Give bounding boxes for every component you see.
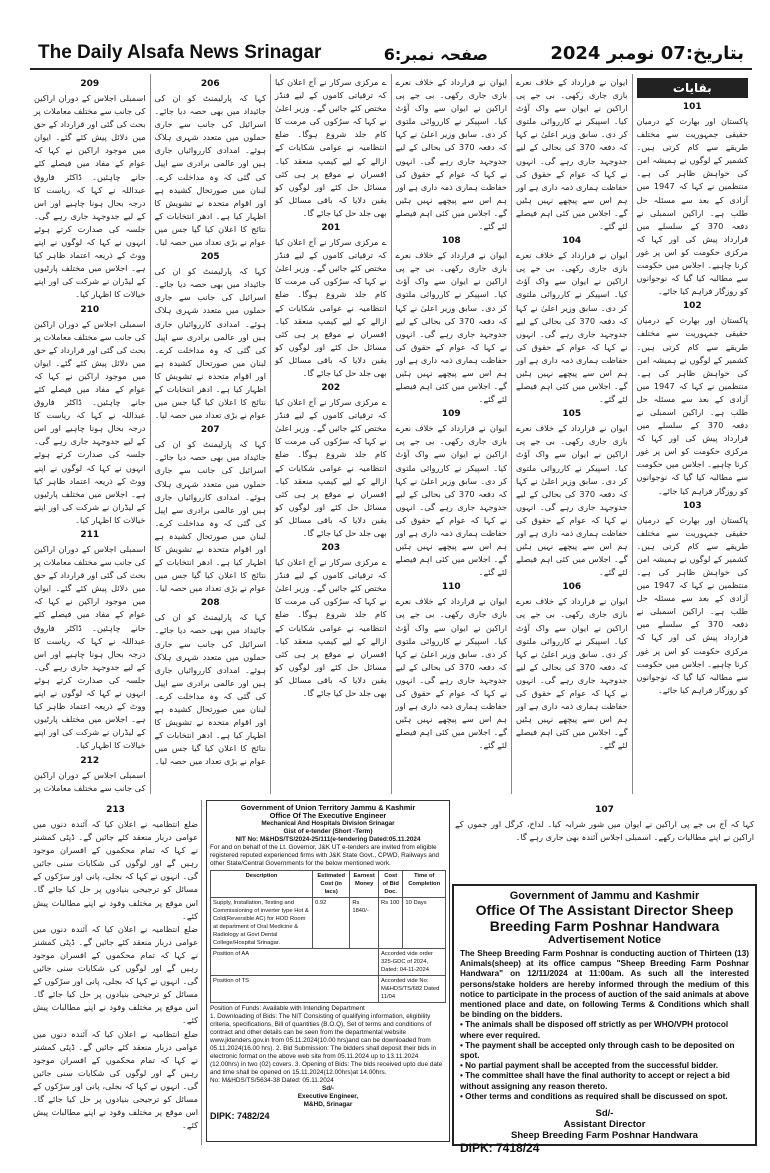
article-text: ایوان نے قرارداد کے خلاف نعرے بازی جاری رکھی۔ بی جے پی اراکین نے ایوان سے واک آؤٹ کیا۔ اسپیکر نے کارروائی ملتوی کر دی۔ سابق وزیر اعلیٰ نے کہا کہ دفعہ 370 کی بحالی کے لیے جدوجہد جاری رہے گی۔ انہوں نے کہا کہ عوام کے حقوق کی حفاظت ہماری ذمہ داری ہے اور ہم اس سے پیچھے نہیں ہٹیں گے۔ اجلاس میں کئی اہم فیصلے لئے گئے۔ [516, 596, 628, 751]
section-number: 103 [682, 500, 702, 511]
table-cell: 0.92 [313, 898, 350, 949]
table-cell: Position of AA [211, 949, 379, 976]
tender-division: Mechanical And Hospitals Division Srinagar [261, 820, 395, 827]
table-header: Estimated Cost (in lacs) [313, 871, 350, 898]
table-cell: Accorded vide order 325-GDC of 2024, Dated: 04-11-2024 [379, 949, 446, 976]
section-number: 107 [595, 805, 614, 815]
article-text: ضلع انتظامیہ نے اعلان کیا کہ آئندہ دنوں میں عوامی دربار منعقد کئے جائیں گے۔ ڈپٹی کمشنر نے کہا کہ تمام محکموں کے افسران موجود رہیں گے اور لوگوں کی شکایات سنی جائیں گی۔ انہوں نے کہا کہ بجلی، پانی اور سڑکوں کے مسائل کو ترجیحی بنیادوں پر حل کیا جائے گا۔ اس موقع پر مختلف وفود نے اپنے مطالبات پیش کئے۔ [33, 1028, 198, 1131]
article-text: ایوان نے قرارداد کے خلاف نعرے بازی جاری رکھی۔ بی جے پی اراکین نے ایوان سے واک آؤٹ کیا۔ اسپیکر نے کارروائی ملتوی کر دی۔ سابق وزیر اعلیٰ نے کہا کہ دفعہ 370 کی بحالی کے لیے جدوجہد جاری رہے گی۔ انہوں نے کہا کہ عوام کے حقوق کی حفاظت ہماری ذمہ داری ہے اور ہم اس سے پیچھے نہیں ہٹیں گے۔ اجلاس میں کئی اہم فیصلے لئے گئے۔ [516, 250, 628, 405]
section-number: 102 [682, 301, 702, 312]
section-number: 211 [80, 530, 100, 540]
tender-dipk: DIPK: 7482/24 [210, 1111, 270, 1121]
table-cell: Position of TS [211, 976, 379, 1003]
table-cell: Rs 1840/- [350, 898, 379, 949]
table-cell: 10 Days [403, 898, 446, 949]
table-header: Cost of Bid Doc. [379, 871, 403, 898]
ad-designation: Assistant Director [563, 1119, 646, 1131]
article-text: کہا کہ پارلیمنٹ کو ان کی جائیداد میں بھی حصہ دیا جائے۔ اسرائیل کی جانب سے جاری حملوں میں متعدد شہری ہلاک ہوئے۔ امدادی کارروائیاں جاری ہیں اور عالمی برادری سے اپیل کی گئی کہ وہ مداخلت کرے۔ لبنان میں صورتحال کشیدہ ہے اور اقوام متحدہ نے تشویش کا اظہار کیا ہے۔ ادھر انتخابات کے نتائج کا اعلان کیا گیا جس میں عوام نے بڑی تعداد میں حصہ لیا۔ [154, 93, 266, 248]
table-row [211, 976, 446, 1003]
tender-table [210, 870, 446, 1003]
article-text: اسمبلی اجلاس کے دوران اراکین کی جانب سے مختلف معاملات پر بحث کی گئی اور قرارداد کے حق میں دلائل پیش کئے گئے۔ ایوان میں موجود اراکین نے کہا کہ عوام کے مفاد میں فیصلے کئے جانے چاہئیں۔ ڈاکٹر فاروق عبداللہ نے کہا کہ ریاست کا درجہ بحال ہونا چاہیے اور اس کے لیے جدوجہد جاری رہے گی۔ جلسہ کی صدارت کرتے ہوئے انہوں نے کہا کہ لوگوں نے اپنے ووٹ کے ذریعہ اعتماد ظاہر کیا ہے۔ اجلاس میں مختلف پارٹیوں کے لیڈران نے شرکت کی اور اپنے خیالات کا اظہار کیا۔ [34, 544, 146, 751]
ad-body: The Sheep Breeding Farm Poshnar is conducting auction of Thirteen (13) Animals(sheep) at its office campus "Sheep Breeding Farm Poshnar Handwara" on 12/11/2024 at 11:00am. As such all the interested persons/stake holders are hereby informed through the medium of this notice to participate in the process of auction of the said animals at above mentioned place and date, on following Terms & Conditions which shall be binding on the bidders. [460, 949, 749, 1020]
tender-govt: Government of Union Territory Jammu & Kashmir [240, 803, 416, 812]
section-number: 207 [200, 425, 220, 436]
section-number: 104 [562, 236, 582, 247]
ad-terms [460, 1020, 749, 1102]
table-header-row [211, 871, 446, 898]
article-text: کہا کہ پارلیمنٹ کو ان کی جائیداد میں بھی حصہ دیا جائے۔ اسرائیل کی جانب سے جاری حملوں میں متعدد شہری ہلاک ہوئے۔ امدادی کارروائیاں جاری ہیں اور عالمی برادری سے اپیل کی گئی کہ وہ مداخلت کرے۔ لبنان میں صورتحال کشیدہ ہے اور اقوام متحدہ نے تشویش کا اظہار کیا ہے۔ ادھر انتخابات کے نتائج کا اعلان کیا گیا جس میں عوام نے بڑی تعداد میں حصہ لیا۔ [154, 266, 266, 421]
tender-division-sign: M&HD, Srinagar [303, 1101, 353, 1108]
article-text: ایوان نے قرارداد کے خلاف نعرے بازی جاری رکھی۔ بی جے پی اراکین نے ایوان سے واک آؤٹ کیا۔ اسپیکر نے کارروائی ملتوی کر دی۔ سابق وزیر اعلیٰ نے کہا کہ دفعہ 370 کی بحالی کے لیے جدوجہد جاری رہے گی۔ انہوں نے کہا کہ عوام کے حقوق کی حفاظت ہماری ذمہ داری ہے اور ہم اس سے پیچھے نہیں ہٹیں گے۔ اجلاس میں کئی اہم فیصلے لئے گئے۔ [516, 423, 628, 578]
article-text: کہا کہ پارلیمنٹ کو ان کی جائیداد میں بھی حصہ دیا جائے۔ اسرائیل کی جانب سے جاری حملوں میں متعدد شہری ہلاک ہوئے۔ امدادی کارروائیاں جاری ہیں اور عالمی برادری سے اپیل کی گئی کہ وہ مداخلت کرے۔ لبنان میں صورتحال کشیدہ ہے اور اقوام متحدہ نے تشویش کا اظہار کیا ہے۔ ادھر انتخابات کے نتائج کا اعلان کیا گیا جس میں عوام نے بڑی تعداد میں حصہ لیا۔ [154, 439, 266, 594]
article-column [511, 74, 632, 794]
article-text: پاکستان اور بھارت کے درمیان حقیقی جمہوریت سے مختلف طریقے سے کام کرتی ہیں۔ کشمیر کے لوگوں نے ہمیشہ امن کی خواہش ظاہر کی ہے۔ منتظمین نے کہا کہ 1947 میں آزادی کے بعد سے مسئلہ حل طلب ہے۔ اراکین اسمبلی نے دفعہ 370 کے سلسلے میں قرارداد پیش کی اور کہا کہ مرکزی حکومت کو اس پر غور کرنا چاہیے۔ اجلاس میں حکومت سے مطالبہ کیا گیا کہ نوجوانوں کو روزگار فراہم کیا جائے۔ [636, 514, 748, 695]
table-row [211, 898, 446, 949]
section-number: 208 [200, 598, 220, 609]
advertisement-notice [452, 884, 757, 1156]
article-text: ے مرکزی سرکار نے آج اعلان کیا کہ ترقیاتی کاموں کے لیے فنڈز مختص کئے جائیں گے۔ وزیر اعلیٰ نے کہا کہ سڑکوں کی مرمت کا کام جلد شروع ہوگا۔ ضلع انتظامیہ نے عوامی شکایات کے ازالے کے لیے کیمپ منعقد کیا۔ افسران نے موقع پر ہی کئی مسائل حل کئے اور لوگوں کو یقین دلایا کہ باقی مسائل کو بھی جلد حل کیا جائے گا۔ [275, 237, 387, 378]
table-header: Time of Completion [403, 871, 446, 898]
section-number: 105 [562, 409, 582, 420]
article-text: اسمبلی اجلاس کے دوران اراکین کی جانب سے مختلف معاملات پر [34, 769, 146, 793]
ad-sd: Sd/- [595, 1108, 614, 1120]
section-number: 212 [80, 755, 100, 766]
article-column [150, 74, 271, 794]
section-banner: بقایات [637, 78, 749, 98]
article-text: ایوان نے قرارداد کے خلاف نعرے بازی جاری رکھی۔ بی جے پی اراکین نے ایوان سے واک آؤٹ کیا۔ اسپیکر نے کارروائی ملتوی کر دی۔ سابق وزیر اعلیٰ نے کہا کہ دفعہ 370 کی بحالی کے لیے جدوجہد جاری رہے گی۔ انہوں نے کہا کہ عوام کے حقوق کی حفاظت ہماری ذمہ داری ہے اور ہم اس سے پیچھے نہیں ہٹیں گے۔ اجلاس میں کئی اہم فیصلے لئے گئے۔ [395, 423, 507, 578]
article-text: ایوان نے قرارداد کے خلاف نعرے بازی جاری رکھی۔ بی جے پی اراکین نے ایوان سے واک آؤٹ کیا۔ اسپیکر نے کارروائی ملتوی کر دی۔ سابق وزیر اعلیٰ نے کہا کہ دفعہ 370 کی بحالی کے لیے جدوجہد جاری رہے گی۔ انہوں نے کہا کہ عوام کے حقوق کی حفاظت ہماری ذمہ داری ہے اور ہم اس سے پیچھے نہیں ہٹیں گے۔ اجلاس میں کئی اہم فیصلے لئے گئے۔ [395, 596, 507, 751]
section-number: 209 [80, 79, 100, 89]
list-item: • Other terms and conditions as required shall be discussed on spot. [460, 1091, 728, 1101]
article-text: اسمبلی اجلاس کے دوران اراکین کی جانب سے مختلف معاملات پر بحث کی گئی اور قرارداد کے حق میں دلائل پیش کئے گئے۔ ایوان میں موجود اراکین نے کہا کہ عوام کے مفاد میں فیصلے کئے جانے چاہئیں۔ ڈاکٹر فاروق عبداللہ نے کہا کہ ریاست کا درجہ بحال ہونا چاہیے اور اس کے لیے جدوجہد جاری رہے گی۔ جلسہ کی صدارت کرتے ہوئے انہوں نے کہا کہ لوگوں نے اپنے ووٹ کے ذریعہ اعتماد ظاہر کیا ہے۔ اجلاس میں مختلف پارٹیوں کے لیڈران نے شرکت کی اور اپنے خیالات کا اظہار کیا۔ [34, 93, 146, 300]
tender-intro: For and on behalf of the Lt. Governor, J&K UT e-tenders are invited from eligible registered reputed experienced firms with J&K State Govt., CPWD, Railways and other State/Central Governments for the below mentioned work. [210, 844, 440, 867]
table-header: Earnest Money [350, 871, 379, 898]
article-column [30, 74, 150, 794]
tender-office: Office Of The Executive Engineer [269, 811, 387, 820]
table-row [211, 949, 446, 976]
article-text: پاکستان اور بھارت کے درمیان حقیقی جمہوریت سے مختلف طریقے سے کام کرتی ہیں۔ کشمیر کے لوگوں نے ہمیشہ امن کی خواہش ظاہر کی ہے۔ منتظمین نے کہا کہ 1947 میں آزادی کے بعد سے مسئلہ حل طلب ہے۔ اراکین اسمبلی نے دفعہ 370 کے سلسلے میں قرارداد پیش کی اور کہا کہ مرکزی حکومت کو اس پر غور کرنا چاہیے۔ اجلاس میں حکومت سے مطالبہ کیا گیا کہ نوجوانوں کو روزگار فراہم کیا جائے۔ [636, 315, 748, 496]
ad-office-sign: Sheep Breeding Farm Poshnar Handwara [511, 1130, 698, 1142]
section-number: 202 [321, 383, 341, 394]
table-cell: Rs 100 [379, 898, 403, 949]
section-number: 106 [562, 582, 582, 593]
masthead-title: The Daily Alsafa News Srinagar [38, 42, 322, 63]
tender-funds: Position of Funds: Available with Intending Department [210, 1005, 365, 1012]
article-column [270, 74, 391, 794]
list-item: • No partial payment shall be accepted from the successful bidder. [460, 1061, 719, 1071]
article-text: اسمبلی اجلاس کے دوران اراکین کی جانب سے مختلف معاملات پر بحث کی گئی اور قرارداد کے حق میں دلائل پیش کئے گئے۔ ایوان میں موجود اراکین نے کہا کہ عوام کے مفاد میں فیصلے کئے جانے چاہئیں۔ ڈاکٹر فاروق عبداللہ نے کہا کہ ریاست کا درجہ بحال ہونا چاہیے اور اس کے لیے جدوجہد جاری رہے گی۔ جلسہ کی صدارت کرتے ہوئے انہوں نے کہا کہ لوگوں نے اپنے ووٹ کے ذریعہ اعتماد ظاہر کیا ہے۔ اجلاس میں مختلف پارٹیوں کے لیڈران نے شرکت کی اور اپنے خیالات کا اظہار کیا۔ [34, 318, 146, 525]
list-item: • The animals shall be disposed off strictly as per WHO/VPH protocol where ever required. [460, 1020, 729, 1040]
article-text: ایوان نے قرارداد کے خلاف نعرے بازی جاری رکھی۔ بی جے پی اراکین نے ایوان سے واک آؤٹ کیا۔ اسپیکر نے کارروائی ملتوی کر دی۔ سابق وزیر اعلیٰ نے کہا کہ دفعہ 370 کی بحالی کے لیے جدوجہد جاری رہے گی۔ انہوں نے کہا کہ عوام کے حقوق کی حفاظت ہماری ذمہ داری ہے اور ہم اس سے پیچھے نہیں ہٹیں گے۔ اجلاس میں کئی اہم فیصلے لئے گئے۔ [395, 77, 507, 232]
article-text: ے مرکزی سرکار نے آج اعلان کیا کہ ترقیاتی کاموں کے لیے فنڈز مختص کئے جائیں گے۔ وزیر اعلیٰ نے کہا کہ سڑکوں کی مرمت کا کام جلد شروع ہوگا۔ ضلع انتظامیہ نے عوامی شکایات کے ازالے کے لیے کیمپ منعقد کیا۔ افسران نے موقع پر ہی کئی مسائل حل کئے اور لوگوں کو یقین دلایا کہ باقی مسائل کو بھی جلد حل کیا جائے گا۔ [275, 557, 387, 699]
section-number: 206 [200, 79, 220, 89]
ad-dipk: DIPK: 7418/24 [460, 1141, 540, 1156]
article-text: ے مرکزی سرکار نے آج اعلان کیا کہ ترقیاتی کاموں کے لیے فنڈز مختص کئے جائیں گے۔ وزیر اعلیٰ نے کہا کہ سڑکوں کی مرمت کا کام جلد شروع ہوگا۔ ضلع انتظامیہ نے عوامی شکایات کے ازالے کے لیے کیمپ منعقد کیا۔ افسران نے موقع پر ہی کئی مسائل حل کئے اور لوگوں کو یقین دلایا کہ باقی مسائل کو بھی جلد حل کیا جائے گا۔ [275, 397, 387, 538]
article-column [632, 74, 753, 794]
section-number: 110 [441, 582, 461, 593]
article-text: پاکستان اور بھارت کے درمیان حقیقی جمہوریت سے مختلف طریقے سے کام کرتی ہیں۔ کشمیر کے لوگوں نے ہمیشہ امن کی خواہش ظاہر کی ہے۔ منتظمین نے کہا کہ 1947 میں آزادی کے بعد سے مسئلہ حل طلب ہے۔ اراکین اسمبلی نے دفعہ 370 کے سلسلے میں قرارداد پیش کی اور کہا کہ مرکزی حکومت کو اس پر غور کرنا چاہیے۔ اجلاس میں حکومت سے مطالبہ کیا گیا کہ نوجوانوں کو روزگار فراہم کیا جائے۔ [636, 116, 748, 297]
list-item: • The payment shall be accepted only through cash to be deposited on spot. [460, 1040, 735, 1061]
section-number: 203 [321, 543, 341, 554]
table-cell: Accorded vide No: M&HDS/TS/682 Dated 11/04 [379, 976, 446, 1003]
article-text: ایوان نے قرارداد کے خلاف نعرے بازی جاری رکھی۔ بی جے پی اراکین نے ایوان سے واک آؤٹ کیا۔ اسپیکر نے کارروائی ملتوی کر دی۔ سابق وزیر اعلیٰ نے کہا کہ دفعہ 370 کی بحالی کے لیے جدوجہد جاری رہے گی۔ انہوں نے کہا کہ عوام کے حقوق کی حفاظت ہماری ذمہ داری ہے اور ہم اس سے پیچھے نہیں ہٹیں گے۔ اجلاس میں کئی اہم فیصلے لئے گئے۔ [395, 250, 507, 405]
upper-right-column [452, 800, 757, 882]
page-number: صفحہ نمبر:6 [383, 45, 488, 64]
ad-title: Advertisement Notice [547, 934, 662, 946]
article-text: ے مرکزی سرکار نے آج اعلان کیا کہ ترقیاتی کاموں کے لیے فنڈز مختص کئے جائیں گے۔ وزیر اعلیٰ نے کہا کہ سڑکوں کی مرمت کا کام جلد شروع ہوگا۔ ضلع انتظامیہ نے عوامی شکایات کے ازالے کے لیے کیمپ منعقد کیا۔ افسران نے موقع پر ہی کئی مسائل حل کئے اور لوگوں کو یقین دلایا کہ باقی مسائل کو بھی جلد حل کیا جائے گا۔ [275, 77, 387, 218]
section-number: 101 [682, 102, 702, 112]
section-number: 205 [200, 252, 220, 263]
list-item: • The committee shall have the final authority to accept or reject a bid without assigning any reason thereto. [460, 1071, 730, 1091]
ad-office: Office Of The Assistant Director Sheep Breeding Farm Poshnar Handwara [475, 902, 734, 934]
article-text: ضلع انتظامیہ نے اعلان کیا کہ آئندہ دنوں میں عوامی دربار منعقد کئے جائیں گے۔ ڈپٹی کمشنر نے کہا کہ تمام محکموں کے افسران موجود رہیں گے اور لوگوں کی شکایات سنی جائیں گی۔ انہوں نے کہا کہ بجلی، پانی اور سڑکوں کے مسائل کو ترجیحی بنیادوں پر حل کیا جائے گا۔ اس موقع پر مختلف وفود نے اپنے مطالبات پیش کئے۔ [33, 819, 198, 921]
tender-schedule: 1. Downloading of Bids: The NIT Consisting of qualifying information, eligibility criteria, specifications, Bill of quantities (B.O.Q), Set of terms and conditions of contract and other details can be seen from the departmental website www.jktenders.gov.in from 05.11.2024(10.00 hrs)and can be downloaded from 05.11.2024(16.00 hrs). 2. Bid Submission: The bidders shall deposit their bids in electronic format on the above web site from 05.11.2024 up to 13.11.2024 (12.00hrs) in two (02) covers. 3. Opening of Bids: The bids received upto due date and time shall be opened on 15.11.2024(12.00hrs)at 14.00hrs. [210, 1013, 443, 1076]
article-text: کہا کہ پارلیمنٹ کو ان کی جائیداد میں بھی حصہ دیا جائے۔ اسرائیل کی جانب سے جاری حملوں میں متعدد شہری ہلاک ہوئے۔ امدادی کارروائیاں جاری ہیں اور عالمی برادری سے اپیل کی گئی کہ وہ مداخلت کرے۔ لبنان میں صورتحال کشیدہ ہے اور اقوام متحدہ نے تشویش کا اظہار کیا ہے۔ ادھر انتخابات کے نتائج کا اعلان کیا گیا جس میں عوام نے بڑی تعداد میں حصہ لیا۔ [154, 612, 266, 767]
article-columns [30, 74, 752, 794]
section-number: 213 [106, 805, 125, 815]
ad-signature [460, 1108, 749, 1141]
lower-left-column [30, 800, 202, 1145]
section-number: 108 [441, 236, 461, 247]
tender-ref: No: M&HDS/TS/5634-38 Dated: 05.11.2024 [210, 1077, 334, 1084]
issue-date: بتاریخ:07 نومبر 2024 [550, 43, 744, 64]
tender-gist: Gist of e-tender (Short -Term) [283, 828, 373, 835]
ad-govt: Government of Jammu and Kashmir [509, 890, 700, 902]
section-number: 109 [441, 409, 461, 420]
tender-sd: Sd/- [321, 1085, 335, 1092]
article-text: ایوان نے قرارداد کے خلاف نعرے بازی جاری رکھی۔ بی جے پی اراکین نے ایوان سے واک آؤٹ کیا۔ اسپیکر نے کارروائی ملتوی کر دی۔ سابق وزیر اعلیٰ نے کہا کہ دفعہ 370 کی بحالی کے لیے جدوجہد جاری رہے گی۔ انہوں نے کہا کہ عوام کے حقوق کی حفاظت ہماری ذمہ داری ہے اور ہم اس سے پیچھے نہیں ہٹیں گے۔ اجلاس میں کئی اہم فیصلے لئے گئے۔ [516, 77, 628, 232]
article-text: ضلع انتظامیہ نے اعلان کیا کہ آئندہ دنوں میں عوامی دربار منعقد کئے جائیں گے۔ ڈپٹی کمشنر نے کہا کہ تمام محکموں کے افسران موجود رہیں گے اور لوگوں کی شکایات سنی جائیں گی۔ انہوں نے کہا کہ بجلی، پانی اور سڑکوں کے مسائل کو ترجیحی بنیادوں پر حل کیا جائے گا۔ اس موقع پر مختلف وفود نے اپنے مطالبات پیش کئے۔ [33, 923, 198, 1026]
section-number: 201 [321, 223, 341, 234]
table-header: Description [211, 871, 313, 898]
tender-nit: NIT No: M&HDS/TS/2024-25/111(e-tendering Dated:05.11.2024 [235, 836, 421, 843]
e-tender-notice [206, 800, 450, 1142]
masthead-bar [30, 30, 752, 70]
article-text: کہا کہ آج بی جے پی اراکین نے ایوان میں شور شرابہ کیا۔ لداخ، کرگل اور جموں کے اراکین نے اپنے مطالبات رکھے۔ اسمبلی اجلاس آئندہ بھی جاری رہے گا۔ [455, 819, 754, 843]
article-column [391, 74, 512, 794]
section-number: 210 [80, 304, 100, 315]
table-cell: Supply, Installation, Testing and Commissioning of inverter type Hot & Cold(Reversible AC) for HOD Room at department of Oral Medicine & Radiology at Govt Dental College/Hospital Srinagar. [211, 898, 313, 949]
tender-signatory: Executive Engineer, [297, 1093, 359, 1100]
